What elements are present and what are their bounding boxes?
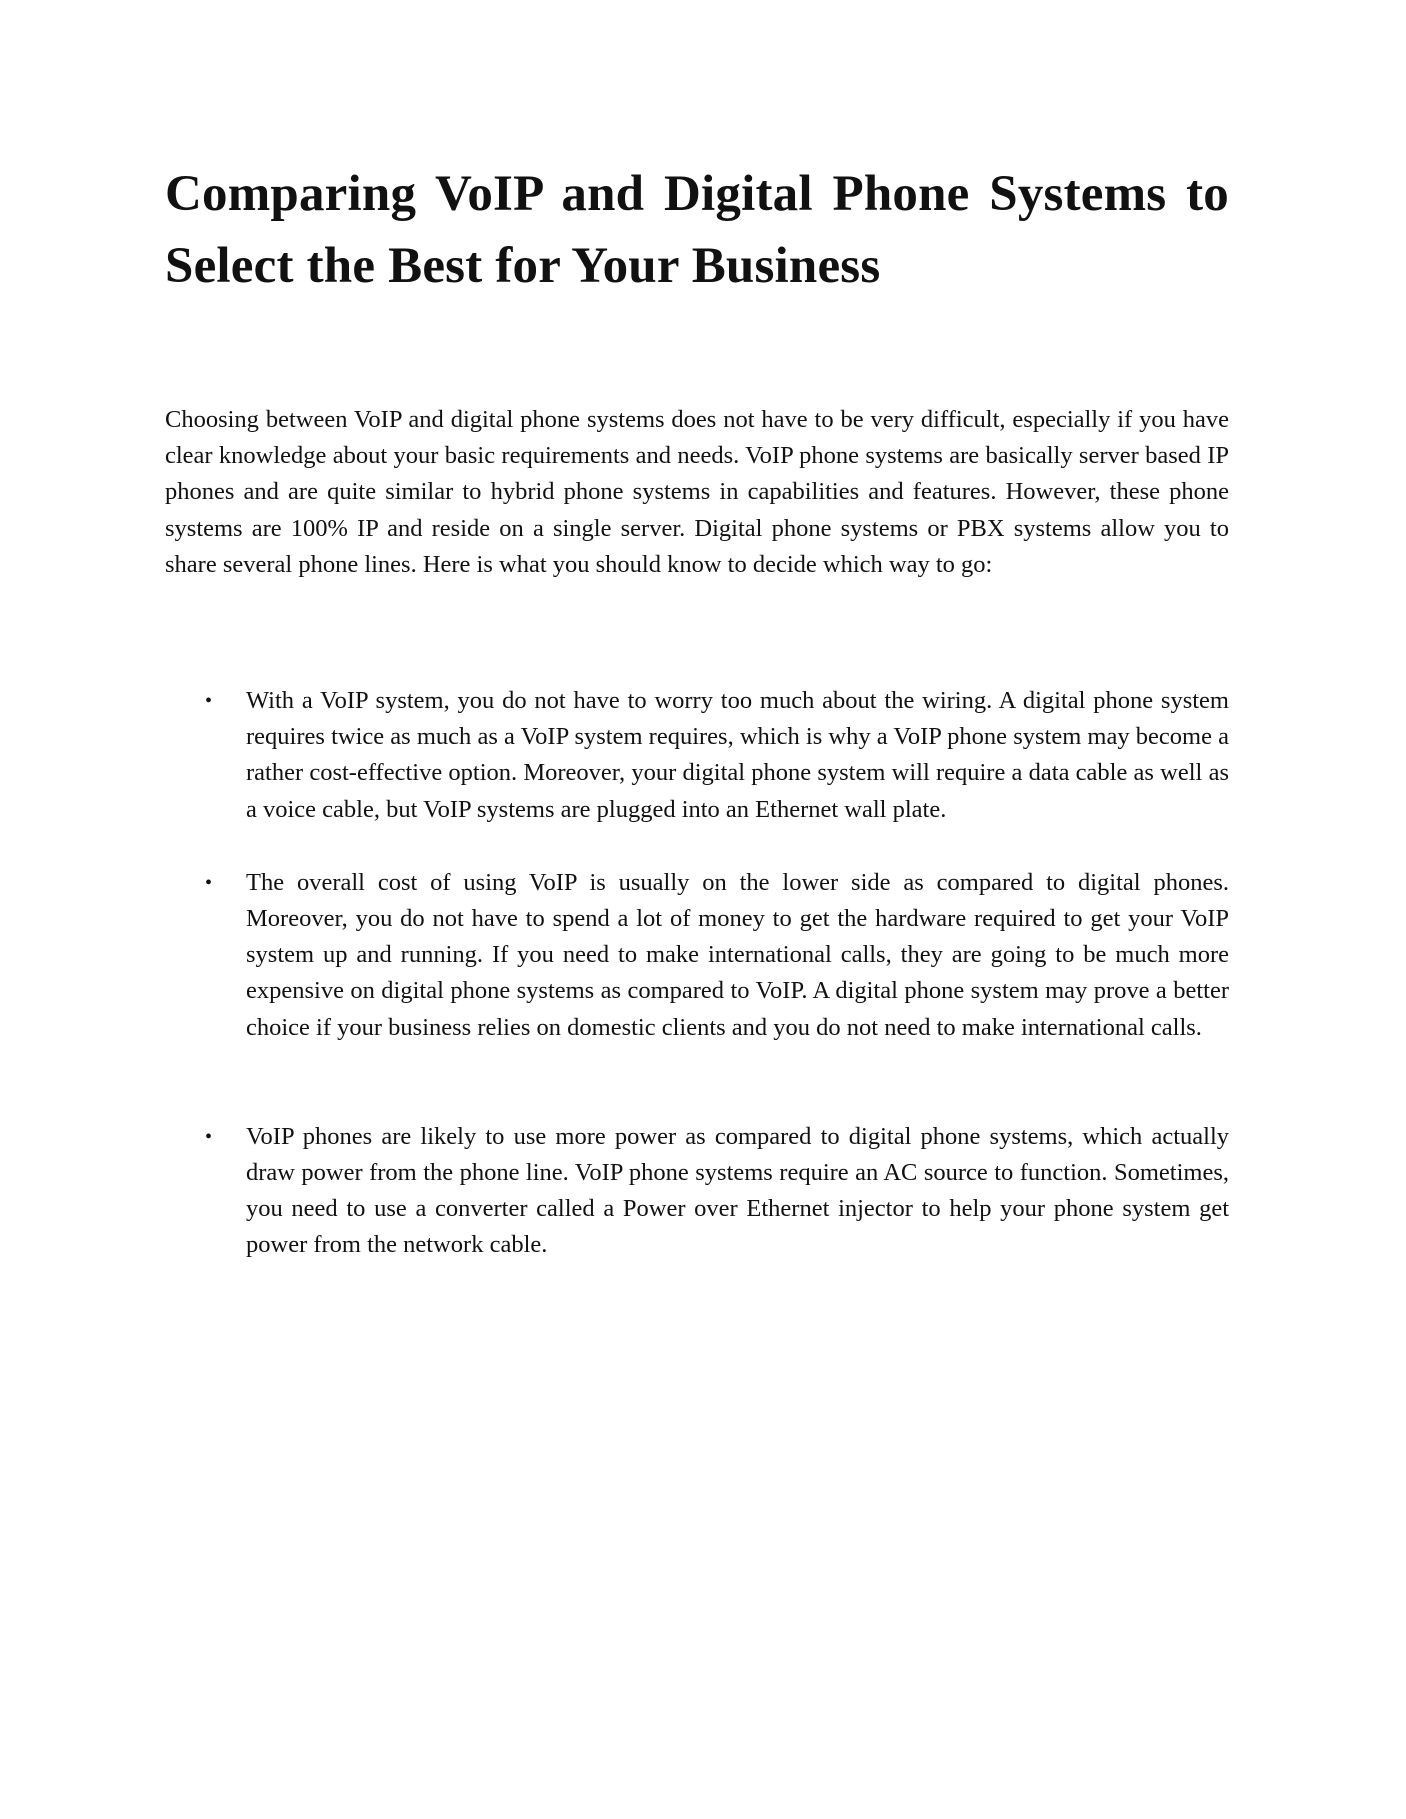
- list-item-text: With a VoIP system, you do not have to worry too much about the wiring. A digital phone system requires twice as much as a VoIP system requires, which is why a VoIP phone system may become a rather cost-effective option. Moreover, your digital phone system will require a data cable as well as a voice cable, but VoIP systems are plugged into an Ethernet wall plate.: [246, 687, 1229, 823]
- bullet-icon: •: [205, 871, 213, 894]
- bullet-icon: •: [205, 1125, 213, 1148]
- list-item: [165, 865, 1229, 1046]
- bullet-icon: •: [205, 690, 213, 713]
- list-item: [165, 1119, 1229, 1264]
- list-item-text: VoIP phones are likely to use more power as compared to digital phone systems, which actually draw power from the phone line. VoIP phone systems require an AC source to function. Sometimes, you need to use a converter called a Power over Ethernet injector to help your phone system get power from the network cable.: [246, 1122, 1229, 1259]
- bullet-list: [165, 683, 1229, 1264]
- list-item: [165, 683, 1229, 828]
- document-page: [165, 158, 1229, 1264]
- document-title: Comparing VoIP and Digital Phone Systems to Select the Best for Your Business: [165, 166, 1229, 294]
- intro-paragraph: Choosing between VoIP and digital phone systems does not have to be very difficult, especially if you have clear knowledge about your basic requirements and needs. VoIP phone systems are basically server based IP phones and are quite similar to hybrid phone systems in capabilities and features. However, these phone systems are 100% IP and reside on a single server. Digital phone systems or PBX systems allow you to share several phone lines. Here is what you should know to decide which way to go:: [165, 406, 1229, 578]
- list-item-text: The overall cost of using VoIP is usually on the lower side as compared to digital phones. Moreover, you do not have to spend a lot of money to get the hardware required to get your VoIP system up and running. If you need to make international calls, they are going to be much more expensive on digital phone systems as compared to VoIP. A digital phone system may prove a better choice if your business relies on domestic clients and you do not need to make international calls.: [246, 868, 1229, 1041]
